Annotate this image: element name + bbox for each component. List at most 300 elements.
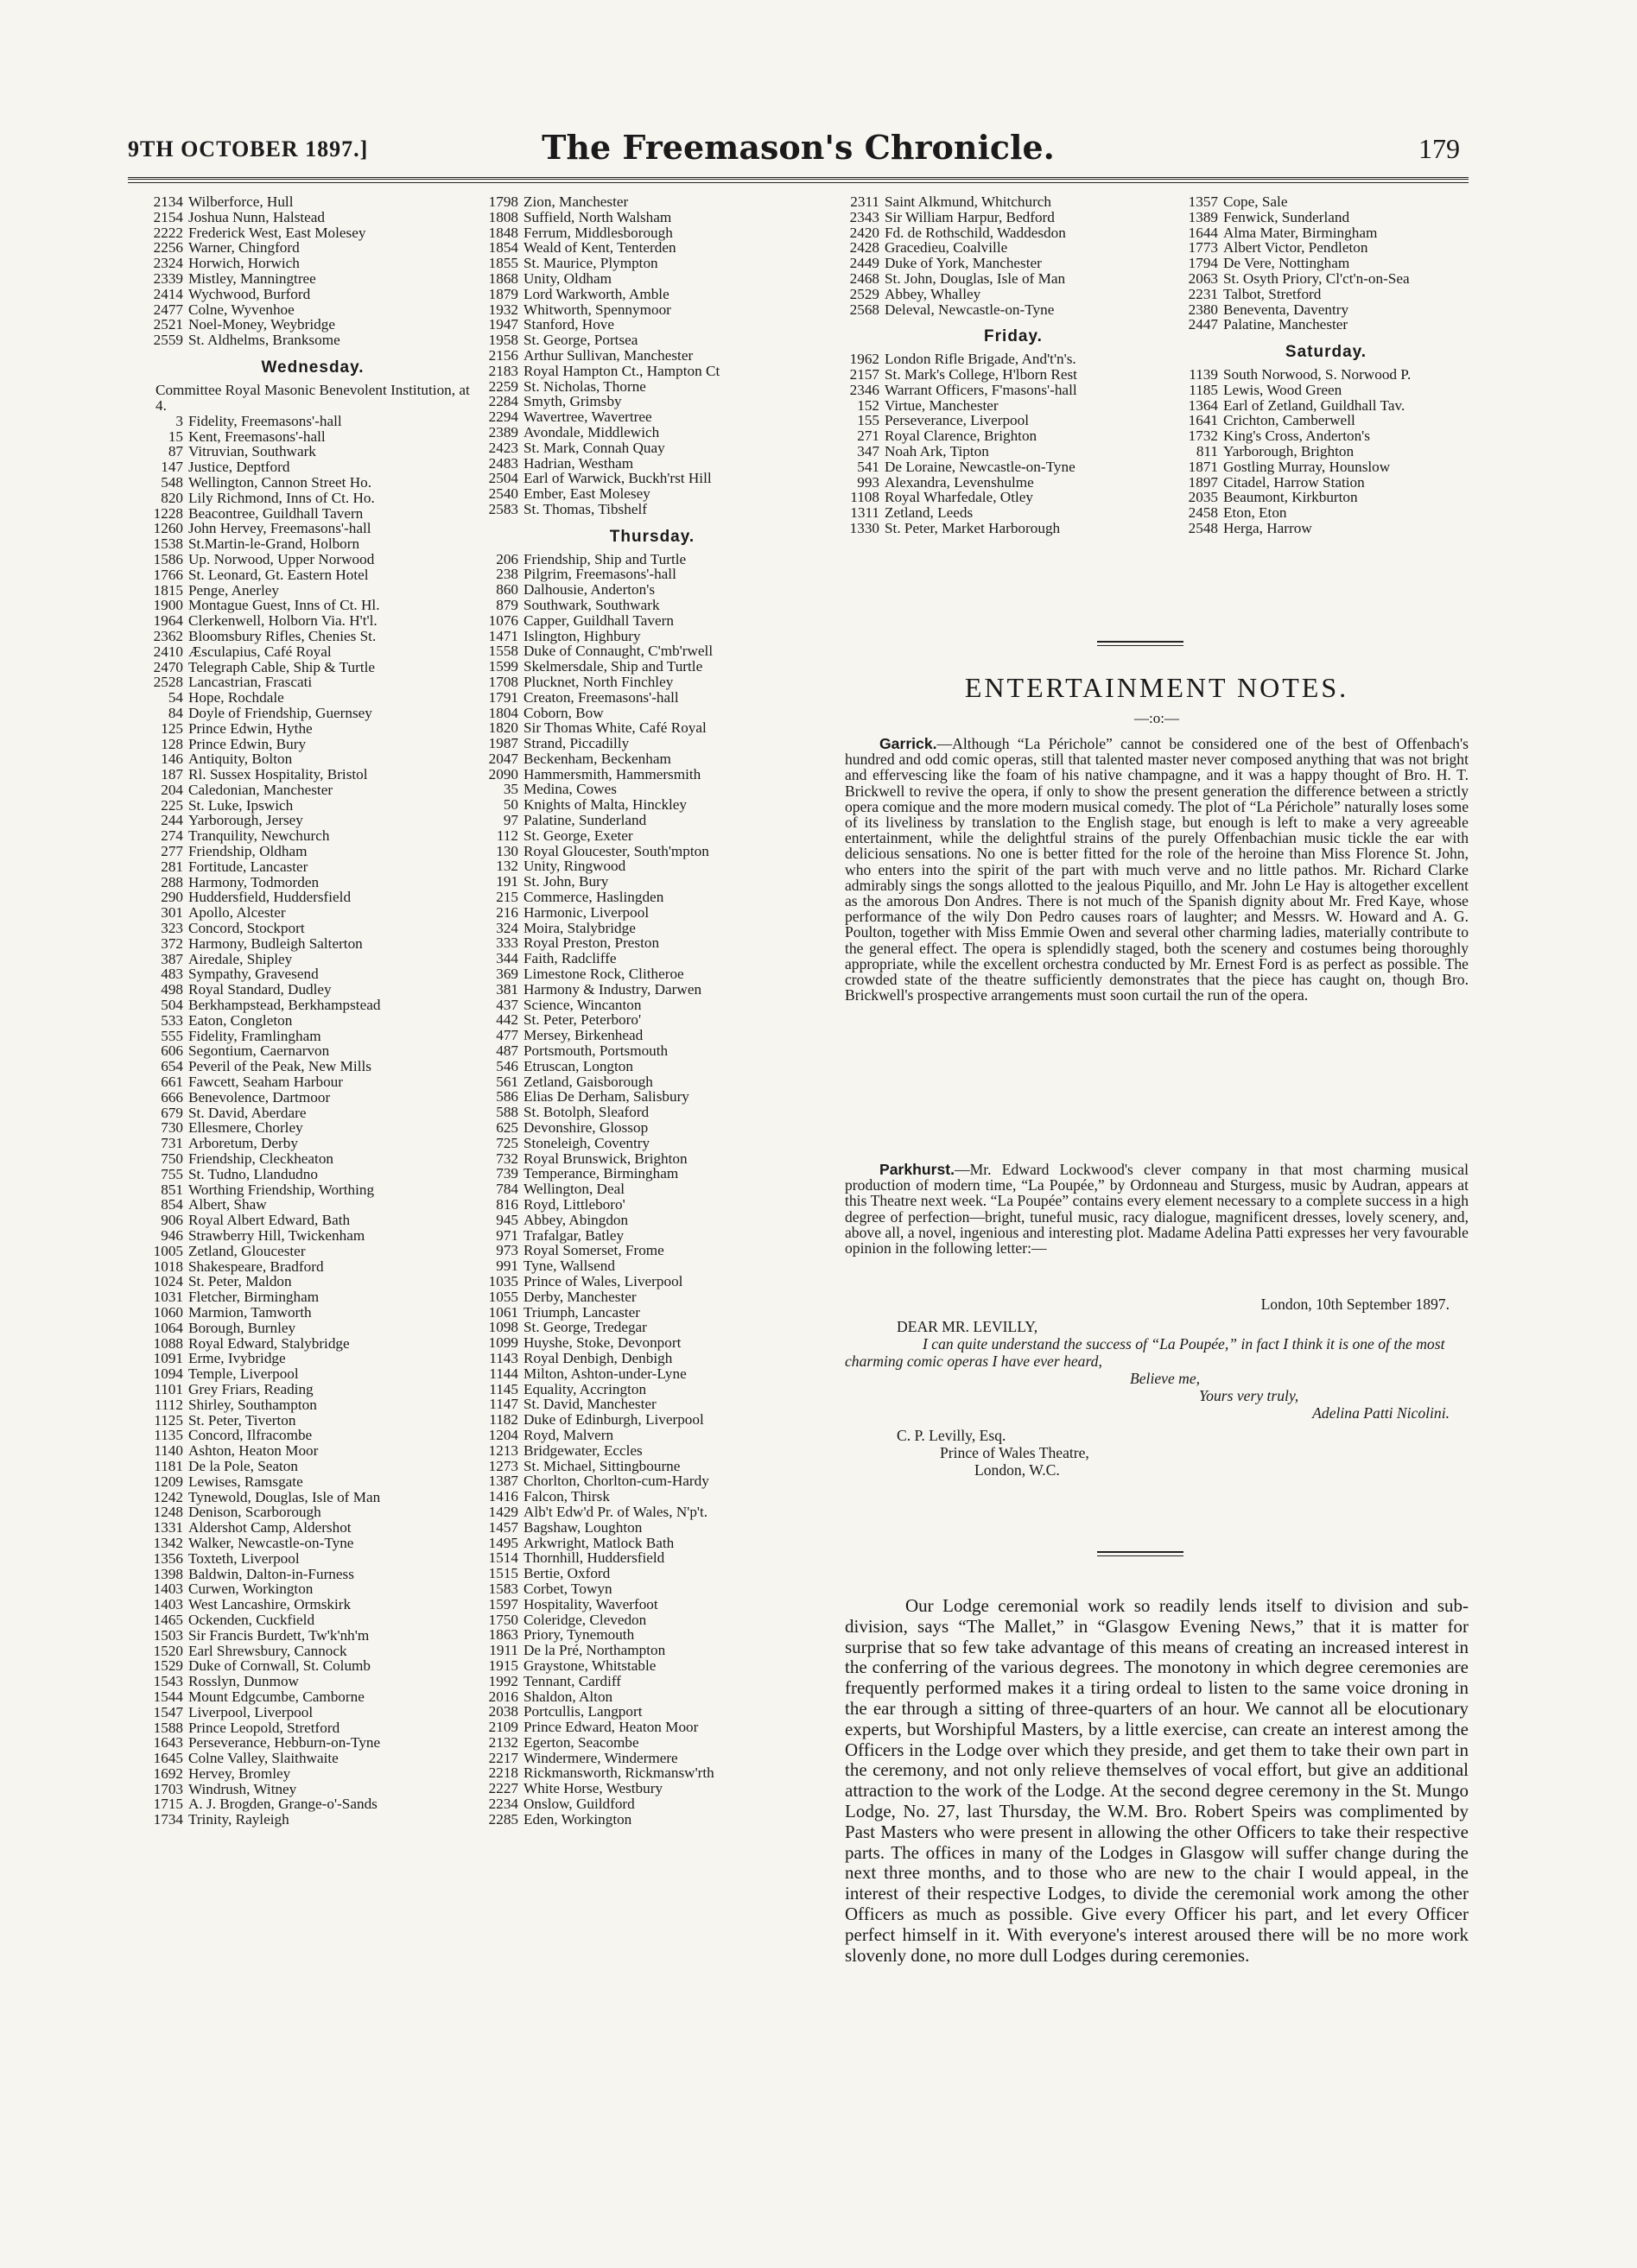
lodge-name: Frederick West, East Molesey	[188, 224, 366, 241]
lodge-entry	[149, 475, 477, 491]
lodge-number: 381	[496, 980, 518, 998]
lodge-entry	[484, 659, 821, 675]
lodge-entry	[149, 1796, 477, 1812]
lodge-number: 301	[161, 904, 183, 922]
lodge-entry	[149, 1674, 477, 1689]
lodge-name: Sir Thomas White, Café Royal	[523, 719, 707, 737]
lodge-number: 1543	[153, 1673, 183, 1690]
lodge-number: 973	[496, 1242, 518, 1259]
lodge-entry	[149, 1289, 477, 1305]
lodge-entry	[149, 1228, 477, 1244]
lodge-number: 666	[161, 1088, 183, 1105]
lodge-entry	[484, 844, 821, 859]
lodge-name: Apollo, Alcester	[188, 904, 286, 922]
lodge-number: 2380	[1188, 301, 1218, 318]
lodge-number: 1645	[153, 1750, 183, 1767]
lodge-number: 1871	[1188, 458, 1218, 475]
lodge-entry	[149, 567, 477, 583]
lodge-name: St. Peter, Peterboro'	[523, 1011, 642, 1029]
garrick-lead: Garrick.	[879, 735, 937, 752]
patti-letter	[845, 1296, 1469, 1479]
lodge-name: Concord, Ilfracombe	[188, 1427, 313, 1444]
lodge-entry	[484, 1412, 821, 1428]
lodge-name: Gracedieu, Coalville	[885, 239, 1008, 257]
lodge-name: Harmony, Todmorden	[188, 873, 320, 890]
lodge-entry	[149, 1029, 477, 1044]
lodge-name: Etruscan, Longton	[523, 1057, 633, 1074]
lodge-number: 244	[161, 812, 183, 829]
lodge-number: 2035	[1188, 489, 1218, 506]
lodge-number: 546	[496, 1057, 518, 1074]
lodge-name: Lily Richmond, Inns of Ct. Ho.	[188, 489, 375, 506]
lodge-number: 1005	[153, 1242, 183, 1259]
lodge-name: Tynewold, Douglas, Isle of Man	[188, 1488, 381, 1505]
lodge-entry	[149, 1443, 477, 1459]
lodge-entry	[484, 1658, 821, 1674]
lodge-name: Walker, Newcastle-on-Tyne	[188, 1534, 354, 1551]
lodge-number: 993	[857, 473, 879, 491]
lodge-entry	[484, 1120, 821, 1136]
lodge-number: 971	[496, 1226, 518, 1244]
lodge-entry	[149, 598, 477, 613]
lodge-number: 2339	[153, 269, 183, 287]
lodge-number: 1135	[154, 1427, 183, 1444]
lodge-name: Royal Albert Edward, Bath	[188, 1212, 351, 1229]
lodge-entry	[149, 444, 477, 459]
lodge-entry	[845, 225, 1182, 241]
lodge-list-top	[484, 194, 821, 517]
garrick-text: —Although “La Périchole” cannot be considered one of the best of Offenbach's hundred and odd comic operas, still that talented master never composed anything that was not bright and effervescing like the foam of his native champagne, and it was a happy thought of Bro. H. T. Brickwell to revive the opera, if only to show the present generation the difference between a strictly opera comique and the more modern musical comedy. The plot of “La Périchole” naturally loses some of its liveliness by translation to the English stage, but enough is left to make a very agreeable entertainment, while the delightful strains of the purely Offenbachian music tickle the ear with delicious sensations. No one is better fitted for the role of the heroine than Miss Florence St. John, who enters into the spirit of the part with much verve and no little pathos. Mr. Richard Clarke admirably sings the songs allotted to the jealous Piquillo, and Mr. John Le Hay is altogether excellent as the amorous Don Andres. There is not much of the Spanish dignity about Mr. Fred Kaye, whose performance of the wily Don Pedro causes roars of laughter; and Messrs. W. Howard and A. G. Poulton, together with Miss Emmie Owen and several other charming ladies, materially contribute to the general effect. The opera is splendidly staged, both the scenery and costumes being thoroughly appropriate, while the excellent orchestra conducted by Mr. Ernest Ford is as perfect as possible. The crowded state of the theatre sufficiently demonstrates that the piece has caught on, though Bro. Brickwell's prospective arrangements must soon curtail the run of the opera.	[845, 735, 1469, 1004]
lodge-name: Windrush, Witney	[188, 1780, 297, 1797]
lodge-name: Strand, Piccadilly	[523, 735, 630, 752]
lodge-entry	[484, 1627, 821, 1643]
lodge-entry	[149, 1413, 477, 1429]
lodge-number: 1145	[489, 1380, 518, 1397]
lodge-name: Bertie, Oxford	[523, 1565, 611, 1582]
lodge-entry	[845, 367, 1182, 383]
lodge-number: 661	[161, 1074, 183, 1091]
lodge-number: 1035	[488, 1272, 518, 1289]
lodge-name: Clerkenwell, Holborn Via. H't'l.	[188, 612, 378, 630]
lodge-name: Zetland, Gloucester	[188, 1242, 306, 1259]
lodge-entry	[484, 1105, 821, 1120]
lodge-entry	[484, 890, 821, 905]
lodge-number: 1144	[489, 1365, 518, 1382]
lodge-ceremonial-article: Our Lodge ceremonial work so readily lends itself to division and sub-division, says “The Mallet,” in “Glasgow Evening News,” that it is matter for surprise that so few take advantage of this means of creating an increased interest in the conferring of the various degrees. The monotony in which degree ceremonies are frequently performed makes it a tiring ordeal to listen to the same voice droning in the ear through a sitting of three-quarters of an hour. We cannot all be elocutionary experts, but Worshipful Masters, by a little exercise, can create an interest among the Officers in the Lodge over which they preside, and get them to take their own part in the ceremony, and not only relieve themselves of vocal effort, but give an additional attraction to the work of the Lodge. At the second degree ceremony in the St. Mungo Lodge, No. 27, last Thursday, the W.M. Bro. Robert Speirs was complimented by Past Masters who were present in allowing the other Officers to take their respective parts. The offices in many of the Lodges in Glasgow will suffer change during the next three months, and to those who are new to the chair I would appeal, in the interest of their respective Lodges, to divide the ceremonial work among the other Officers as much as possible. Give every Officer his part, and let every Officer perfect himself in it. With everyone's interest aroused there will be no more work slovenly done, no more dull Lodges during ceremonies.	[845, 1595, 1469, 1966]
lodge-entry	[484, 1520, 821, 1536]
lodge-number: 555	[161, 1027, 183, 1044]
lodge-number: 271	[857, 428, 879, 445]
lodge-entry	[484, 598, 821, 613]
lodge-number: 1514	[488, 1549, 518, 1567]
lodge-number: 1732	[1188, 428, 1218, 445]
lodge-entry	[149, 459, 477, 475]
lodge-name: Colne Valley, Slaithwaite	[188, 1750, 339, 1767]
lodge-entry	[149, 1505, 477, 1520]
lodge-entry	[149, 1705, 477, 1720]
lodge-entry	[149, 1336, 477, 1352]
lodge-number: 215	[496, 889, 518, 906]
lodge-entry	[1183, 383, 1469, 398]
lodge-number: 2362	[153, 627, 183, 644]
lodge-number: 204	[161, 781, 183, 798]
lodge-name: St.Martin-le-Grand, Holborn	[188, 535, 360, 553]
lodge-name: St. Botolph, Sleaford	[523, 1104, 650, 1121]
lodge-entry	[149, 1490, 477, 1505]
lodge-name: Alma Mater, Birmingham	[1223, 224, 1378, 241]
lodge-entry	[1183, 367, 1469, 383]
lodge-entry	[484, 1796, 821, 1812]
lodge-name: Royal Standard, Dudley	[188, 981, 332, 998]
lodge-list-top	[1183, 194, 1469, 333]
lodge-entry	[484, 751, 821, 767]
lodge-number: 2090	[488, 765, 518, 782]
lodge-number: 541	[857, 458, 879, 475]
lodge-name: Duke of Cornwall, St. Columb	[188, 1657, 371, 1675]
lodge-name: Royd, Malvern	[523, 1426, 614, 1443]
lodge-number: 1147	[489, 1396, 518, 1413]
lodge-entry	[845, 413, 1182, 428]
lodge-number: 369	[496, 966, 518, 983]
lodge-name: Priory, Tynemouth	[523, 1626, 635, 1644]
lodge-name: Aldershot Camp, Aldershot	[188, 1519, 352, 1536]
lodge-entry	[484, 1566, 821, 1581]
lodge-name: Prince Leopold, Stretford	[188, 1719, 340, 1736]
lodge-entry	[149, 552, 477, 567]
lodge-entry	[484, 1550, 821, 1566]
lodge-name: Tyne, Wallsend	[523, 1258, 615, 1275]
lodge-number: 1586	[153, 550, 183, 567]
lodge-name: Trafalgar, Batley	[523, 1226, 625, 1244]
lodge-entry	[149, 1597, 477, 1612]
lodge-name: Huyshe, Stoke, Devonport	[523, 1334, 682, 1352]
lodge-number: 1962	[849, 351, 879, 368]
lodge-name: Fletcher, Birmingham	[188, 1289, 320, 1306]
lodge-name: Prince Edward, Heaton Moor	[523, 1719, 699, 1736]
parkhurst-lead: Parkhurst.	[879, 1161, 955, 1178]
lodge-name: Liverpool, Liverpool	[188, 1703, 314, 1720]
lodge-entry	[484, 567, 821, 582]
lodge-name: Sympathy, Gravesend	[188, 966, 319, 983]
lodge-name: De la Pole, Seaton	[188, 1457, 298, 1474]
lodge-entry	[149, 875, 477, 890]
lodge-number: 1228	[153, 504, 183, 522]
lodge-entry	[149, 798, 477, 814]
lodge-number: 1820	[488, 719, 518, 737]
lodge-number: 1766	[153, 566, 183, 583]
lodge-number: 1868	[488, 269, 518, 287]
lodge-name: Skelmersdale, Ship and Turtle	[523, 658, 703, 675]
lodge-entry	[484, 1751, 821, 1766]
lodge-name: Devonshire, Glossop	[523, 1119, 649, 1137]
lodge-number: 945	[496, 1211, 518, 1228]
lodge-entry	[149, 1766, 477, 1782]
lodge-number: 1140	[154, 1442, 183, 1460]
lodge-name: Warner, Chingford	[188, 239, 300, 257]
lodge-number: 1143	[489, 1349, 518, 1366]
lodge-number: 125	[161, 719, 183, 737]
lodge-entry	[484, 240, 821, 256]
lodge-name: Science, Wincanton	[523, 996, 642, 1013]
lodge-entry	[484, 998, 821, 1013]
lodge-number: 1544	[153, 1688, 183, 1705]
lodge-name: Æsculapius, Café Royal	[188, 643, 332, 660]
lodge-number: 1112	[154, 1396, 183, 1413]
lodge-number: 1854	[488, 239, 518, 257]
lodge-entry	[484, 982, 821, 998]
lodge-entry	[484, 1335, 821, 1351]
lodge-name: Windermere, Windermere	[523, 1749, 678, 1766]
lodge-entry	[484, 552, 821, 567]
lodge-entry	[149, 194, 477, 210]
lodge-entry	[845, 490, 1182, 505]
lodge-list-top	[149, 194, 477, 348]
lodge-entry	[149, 998, 477, 1013]
lodge-entry	[484, 1489, 821, 1505]
lodge-number: 130	[496, 842, 518, 859]
lodge-number: 2285	[488, 1810, 518, 1828]
lodge-number: 323	[161, 920, 183, 937]
lodge-entry	[484, 1136, 821, 1151]
lodge-entry	[484, 1428, 821, 1443]
lodge-name: Airedale, Shipley	[188, 950, 293, 967]
lodge-name: Egerton, Seacombe	[523, 1733, 639, 1751]
lodge-entry	[149, 1782, 477, 1797]
lodge-name: Talbot, Stretford	[1223, 285, 1322, 302]
lodge-number: 606	[161, 1042, 183, 1060]
lodge-entry	[149, 644, 477, 660]
lodge-name: Wilberforce, Hull	[188, 193, 294, 210]
lodge-entry	[149, 751, 477, 767]
lodge-entry	[149, 429, 477, 445]
lodge-name: Coleridge, Clevedon	[523, 1611, 647, 1628]
lodge-number: 1018	[153, 1258, 183, 1275]
lodge-entry	[149, 1120, 477, 1136]
lodge-number: 1064	[153, 1319, 183, 1336]
lodge-name: Alb't Edw'd Pr. of Wales, N'p't.	[523, 1503, 708, 1520]
lodge-number: 277	[161, 843, 183, 860]
lodge-name: Horwich, Horwich	[188, 255, 300, 272]
lodge-name: St. Luke, Ipswich	[188, 796, 294, 814]
lodge-name: Shirley, Southampton	[188, 1396, 317, 1413]
lodge-name: Wavertree, Wavertree	[523, 409, 652, 426]
lodge-number: 2529	[849, 285, 879, 302]
lodge-entry	[484, 629, 821, 644]
lodge-entry	[149, 1612, 477, 1628]
lodge-name: Perseverance, Liverpool	[885, 412, 1030, 429]
lodge-number: 991	[496, 1258, 518, 1275]
lodge-entry	[484, 1765, 821, 1781]
lodge-number: 191	[496, 873, 518, 890]
lodge-name: Eaton, Congleton	[188, 1011, 293, 1029]
lodge-number: 1204	[488, 1426, 518, 1443]
lodge-number: 2134	[153, 193, 183, 210]
lodge-number: 2324	[153, 255, 183, 272]
lodge-name: Equality, Accrington	[523, 1380, 647, 1397]
lodge-entry	[1183, 225, 1469, 241]
lodge-number: 2447	[1188, 316, 1218, 333]
lodge-name: Graystone, Whitstable	[523, 1657, 657, 1674]
lodge-entry	[484, 1305, 821, 1321]
lodge-entry	[149, 859, 477, 875]
lodge-number: 1311	[850, 504, 879, 522]
lodge-entry	[149, 1751, 477, 1766]
lodge-number: 1330	[849, 519, 879, 536]
lodge-entry	[484, 828, 821, 844]
lodge-entry	[484, 1228, 821, 1244]
lodge-number: 2231	[1188, 285, 1218, 302]
lodge-number: 2468	[849, 269, 879, 287]
lodge-number: 2343	[849, 208, 879, 225]
lodge-number: 1597	[488, 1595, 518, 1612]
lodge-name: Bagshaw, Loughton	[523, 1518, 643, 1536]
lodge-number: 333	[496, 934, 518, 952]
lodge-number: 2157	[849, 365, 879, 383]
lodge-number: 1798	[488, 193, 518, 210]
lodge-number: 1471	[488, 627, 518, 644]
lodge-name: Plucknet, North Finchley	[523, 673, 674, 690]
lodge-number: 2063	[1188, 269, 1218, 287]
lodge-entry	[484, 1028, 821, 1043]
lodge-number: 2132	[488, 1733, 518, 1751]
lodge-number: 739	[496, 1165, 518, 1182]
lodge-name: St. John, Bury	[523, 873, 609, 890]
lodge-number: 625	[496, 1119, 518, 1137]
lodge-entry	[149, 271, 477, 287]
lodge-entry	[484, 1473, 821, 1489]
lodge-entry	[845, 352, 1182, 367]
lodge-entry	[1183, 256, 1469, 271]
lodge-number: 755	[161, 1165, 183, 1182]
lodge-entry	[149, 1644, 477, 1659]
lodge-entry	[484, 736, 821, 751]
lodge-name: Tennant, Cardiff	[523, 1672, 622, 1689]
lodge-entry	[484, 1166, 821, 1182]
lodge-name: Fortitude, Lancaster	[188, 858, 308, 875]
lodge-name: Eton, Eton	[1223, 504, 1287, 522]
lodge-name: Chorlton, Chorlton-cum-Hardy	[523, 1473, 709, 1490]
lodge-entry	[484, 1459, 821, 1474]
lodge-number: 2568	[849, 301, 879, 318]
lodge-entry	[484, 905, 821, 921]
lodge-number: 851	[161, 1181, 183, 1198]
lodge-entry	[149, 256, 477, 271]
lodge-number: 1429	[488, 1503, 518, 1520]
lodge-number: 1495	[488, 1534, 518, 1551]
lodge-entry	[1183, 302, 1469, 318]
lodge-name: St. Peter, Market Harborough	[885, 519, 1061, 536]
lodge-entry	[484, 1704, 821, 1720]
lodge-entry	[845, 444, 1182, 459]
lodge-entry	[149, 1735, 477, 1751]
lodge-entry	[484, 966, 821, 982]
lodge-name: De Vere, Nottingham	[1223, 255, 1350, 272]
lodge-name: Medina, Cowes	[523, 781, 617, 798]
lodge-entry	[845, 194, 1182, 210]
lodge-name: Trinity, Rayleigh	[188, 1811, 289, 1828]
lodge-entry	[484, 643, 821, 659]
lodge-name: Baldwin, Dalton-in-Furness	[188, 1565, 354, 1582]
lodge-number: 1750	[488, 1611, 518, 1628]
lodge-number: 1958	[488, 332, 518, 349]
lodge-name: Knights of Malta, Hinckley	[523, 796, 688, 814]
lodge-name: Royal Somerset, Frome	[523, 1242, 664, 1259]
lodge-number: 238	[496, 566, 518, 583]
lodge-list-column-1	[149, 194, 477, 1828]
lodge-number: 1703	[153, 1780, 183, 1797]
lodge-entry	[149, 1474, 477, 1490]
lodge-entry	[149, 583, 477, 599]
lodge-name: St. Leonard, Gt. Eastern Hotel	[188, 566, 369, 583]
lodge-number: 1932	[488, 301, 518, 318]
lodge-name: Harmony & Industry, Darwen	[523, 980, 702, 998]
lodge-entry	[484, 271, 821, 287]
lodge-entry	[484, 813, 821, 828]
lodge-number: 2234	[488, 1796, 518, 1813]
lodge-name: Citadel, Harrow Station	[1223, 473, 1365, 491]
lodge-number: 679	[161, 1104, 183, 1121]
lodge-entry	[484, 1274, 821, 1289]
lodge-name: Hammersmith, Hammersmith	[523, 765, 701, 782]
lodge-number: 1964	[153, 612, 183, 630]
lodge-number: 187	[161, 766, 183, 783]
lodge-number: 2259	[488, 377, 518, 395]
lodge-number: 487	[496, 1042, 518, 1060]
lodge-entry	[484, 333, 821, 348]
lodge-number: 654	[161, 1058, 183, 1075]
lodge-number: 1098	[488, 1319, 518, 1336]
lodge-name: King's Cross, Anderton's	[1223, 428, 1370, 445]
lodge-number: 1708	[488, 673, 518, 690]
lodge-entry	[484, 858, 821, 874]
lodge-name: Crichton, Camberwell	[1223, 412, 1355, 429]
lodge-entry	[1183, 271, 1469, 287]
lodge-number: 1808	[488, 208, 518, 225]
lodge-entry	[484, 394, 821, 409]
lodge-number: 946	[161, 1227, 183, 1244]
lodge-entry	[149, 706, 477, 721]
lodge-number: 87	[168, 443, 183, 460]
lodge-number: 1791	[488, 688, 518, 706]
lodge-number: 1088	[153, 1334, 183, 1352]
lodge-name: White Horse, Westbury	[523, 1780, 663, 1797]
lodge-entry	[845, 428, 1182, 444]
lodge-number: 2109	[488, 1719, 518, 1736]
lodge-entry	[149, 690, 477, 706]
page-number: 179	[1418, 133, 1460, 164]
lodge-number: 561	[496, 1073, 518, 1090]
lodge-entry	[484, 486, 821, 502]
lodge-name: Concord, Stockport	[188, 920, 305, 937]
lodge-name: Dalhousie, Anderton's	[523, 581, 656, 599]
lodge-entry	[149, 844, 477, 859]
lodge-number: 1248	[153, 1504, 183, 1521]
lodge-name: St. Nicholas, Thorne	[523, 377, 646, 395]
lodge-number: 1879	[488, 285, 518, 302]
lodge-number: 784	[496, 1181, 518, 1198]
lodge-entry	[484, 921, 821, 936]
lodge-name: Whitworth, Spennymoor	[523, 301, 671, 318]
lodge-name: St. Mark's College, H'lborn Rest	[885, 365, 1077, 383]
lodge-number: 2458	[1188, 504, 1218, 522]
lodge-name: Avondale, Middlewich	[523, 423, 660, 440]
lodge-entry	[149, 414, 477, 429]
letter-close-2: Yours very truly,	[1199, 1387, 1299, 1404]
page-header	[128, 128, 1469, 173]
lodge-number: 1273	[488, 1457, 518, 1474]
lodge-entry	[149, 491, 477, 506]
lodge-list-column-4	[1183, 194, 1469, 536]
